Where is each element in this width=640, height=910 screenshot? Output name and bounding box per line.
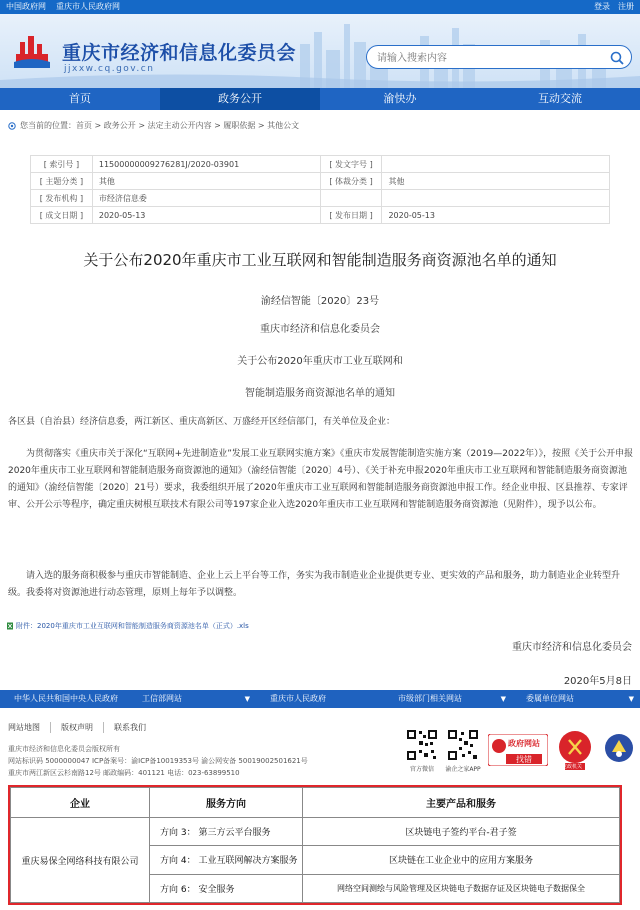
signature-date: 2020年5月8日: [563, 676, 632, 687]
attachment-link[interactable]: [6, 621, 249, 631]
link-label: 委属单位网站: [526, 694, 574, 703]
footer-link-sitemap[interactable]: 网站地图: [8, 722, 51, 733]
site-header: [0, 14, 640, 88]
link-miit[interactable]: [128, 690, 256, 708]
column-header: 服务方向: [150, 788, 303, 818]
meta-value: 市经济信息委: [92, 190, 320, 207]
dropdown-arrow-icon: ▼: [628, 695, 634, 703]
direction-cell: 方向 6： 安全服务: [150, 874, 303, 902]
direction-cell: 方向 3： 第三方云平台服务: [150, 818, 303, 846]
top-utility-bar: [0, 0, 640, 14]
link-central-gov[interactable]: [0, 690, 128, 708]
column-header: 主要产品和服务: [303, 788, 620, 818]
signature-org: 重庆市经济和信息化委员会: [512, 642, 632, 653]
gov-badge-title: 政府网站: [508, 739, 540, 748]
document-subtitle-line2: 智能制造服务商资源池名单的通知: [245, 388, 395, 399]
attachment-filename[interactable]: 附件：2020年重庆市工业互联网和智能制造服务商资源池名单（正式）.xls: [16, 622, 249, 630]
attachment-file-icon: [6, 622, 14, 630]
link-affiliated-units[interactable]: [512, 690, 640, 708]
breadcrumb: [0, 117, 640, 135]
document-issuer: 重庆市经济和信息化委员会: [260, 324, 380, 335]
product-cell: 区块链电子签约平台-君子签: [303, 818, 620, 846]
login-link[interactable]: 登录: [594, 2, 610, 11]
location-icon: [8, 122, 16, 130]
party-org-label: 党政机关: [562, 764, 583, 770]
wechat-qr-code: [405, 728, 439, 762]
document-addressee: 各区县（自治县）经济信息委，两江新区、重庆高新区、万盛经开区经信部门，有关单位及企业：: [8, 417, 396, 427]
meta-row: [31, 207, 610, 224]
document-number: 渝经信智能〔2020〕23号: [260, 296, 380, 307]
breadcrumb-text[interactable]: 您当前的位置：首页 > 政务公开 > 法定主动公开内容 > 履职依据 > 其他公文: [20, 121, 300, 130]
search-input[interactable]: [367, 48, 597, 70]
document-subtitle-line1: 关于公布2020年重庆市工业互联网和: [237, 356, 403, 367]
footer-links: [8, 722, 156, 733]
dropdown-arrow-icon: ▼: [500, 695, 506, 703]
company-cell: 重庆易保全网络科技有限公司: [11, 818, 150, 903]
meta-value: 2020-05-13: [382, 207, 610, 224]
gov-badge-action: 找错: [516, 755, 532, 764]
nav-gov-affairs[interactable]: 政务公开: [160, 88, 320, 110]
app-qr-code: [446, 728, 480, 762]
site-logo-icon[interactable]: [12, 32, 52, 72]
link-label: 中华人民共和国中央人民政府: [14, 694, 118, 703]
police-emblem[interactable]: [600, 730, 638, 770]
meta-key: [ 索引号 ]: [31, 156, 93, 173]
gov-site-error-badge[interactable]: [488, 734, 548, 766]
link-cq-government[interactable]: [256, 690, 384, 708]
direction-cell: 方向 4： 工业互联网解决方案服务: [150, 846, 303, 874]
footer-address: 重庆市两江新区云杉南路12号 邮政编码：401121 电话：023-63899510: [8, 769, 240, 777]
site-title: 重庆市经济和信息化委员会: [62, 42, 297, 64]
meta-value: 其他: [92, 173, 320, 190]
meta-key: [ 主题分类 ]: [31, 173, 93, 190]
link-municipal-departments[interactable]: [384, 690, 512, 708]
footer-copyright: 重庆市经济和信息化委员会版权所有: [8, 745, 120, 753]
search-icon[interactable]: [609, 50, 625, 66]
column-header: 企业: [11, 788, 150, 818]
meta-value: 2020-05-13: [92, 207, 320, 224]
meta-key: [ 发布日期 ]: [320, 207, 382, 224]
link-label: 工信部网站: [142, 694, 182, 703]
site-url: jjxxw.cq.gov.cn: [64, 64, 155, 74]
table-header-row: [11, 788, 620, 818]
meta-value: [382, 190, 610, 207]
meta-value: 其他: [382, 173, 610, 190]
nav-interaction[interactable]: 互动交流: [538, 92, 582, 105]
footer-link-copyright[interactable]: 版权声明: [51, 722, 104, 733]
document-meta-table: [30, 155, 610, 224]
table-row: [11, 818, 620, 846]
service-provider-table: [8, 785, 622, 905]
dropdown-arrow-icon: ▼: [244, 695, 250, 703]
register-link[interactable]: 注册: [618, 2, 634, 11]
meta-value: [382, 156, 610, 173]
meta-row: [31, 190, 610, 207]
document-paragraph: 为贯彻落实《重庆市关于深化“互联网+先进制造业”发展工业互联网实施方案》《重庆市发展智能制造实施方案（2019—2022年）》，按照《关于公开申报2020年重庆市工业互联网和智能制造服务商资源池的通知》（渝经信智能〔2020〕4号）、《关于补充申报2020年重庆市工业互联网和智能制造服务商资源池的通知》（渝经信智能〔2020〕21号）要求，我委组织开展了2020年重庆市工业互联网和智能制造服务商资源池申报工作。经企业申报、区县推荐、专家评审、公开公示等程序，确定重庆树根互联技术有限公司等197家企业入选2020年重庆市工业互联网和智能制造服务商资源池（见附件），现予以公布。: [8, 449, 634, 510]
site-footer: [0, 708, 640, 784]
link-label: 重庆市人民政府: [270, 694, 326, 703]
meta-key: [ 发文字号 ]: [320, 156, 382, 173]
link-cq-gov[interactable]: 重庆市人民政府网: [56, 2, 120, 11]
document-paragraph: 请入选的服务商积极参与重庆市智能制造、企业上云上平台等工作，务实为我市制造业企业提供更专业、更实效的产品和服务，助力制造业企业转型升级。我委将对资源池进行动态管理，原则上每年予以调整。: [8, 571, 621, 598]
product-cell: 区块链在工业企业中的应用方案服务: [303, 846, 620, 874]
nav-yukuaiban[interactable]: 渝快办: [383, 92, 417, 105]
document-title: 关于公布2020年重庆市工业互联网和智能制造服务商资源池名单的通知: [83, 251, 557, 269]
footer-registration: 网站标识码 5000000047 ICP备案号：渝ICP备10019353号 渝公网安备 50019002501621号: [8, 757, 308, 765]
related-links-bar: [0, 690, 640, 708]
meta-key: [320, 190, 382, 207]
meta-key: [ 成文日期 ]: [31, 207, 93, 224]
meta-key: [ 发布机构 ]: [31, 190, 93, 207]
meta-row: [31, 156, 610, 173]
meta-key: [ 体裁分类 ]: [320, 173, 382, 190]
footer-link-contact[interactable]: 联系我们: [114, 723, 146, 732]
meta-value: 11500000009276281J/2020-03901: [92, 156, 320, 173]
product-cell: 网络空间测绘与风险管理及区块链电子数据存证及区块链电子数据保全: [303, 874, 620, 902]
qr-label: 官方微信: [409, 766, 434, 773]
nav-home[interactable]: 首页: [69, 92, 91, 105]
main-nav: [0, 88, 640, 110]
link-gov-cn[interactable]: 中国政府网: [6, 2, 46, 11]
search-box: [366, 45, 632, 69]
qr-label: 渝企之家APP: [445, 766, 481, 773]
meta-row: [31, 173, 610, 190]
link-label: 市级部门相关网站: [398, 694, 462, 703]
